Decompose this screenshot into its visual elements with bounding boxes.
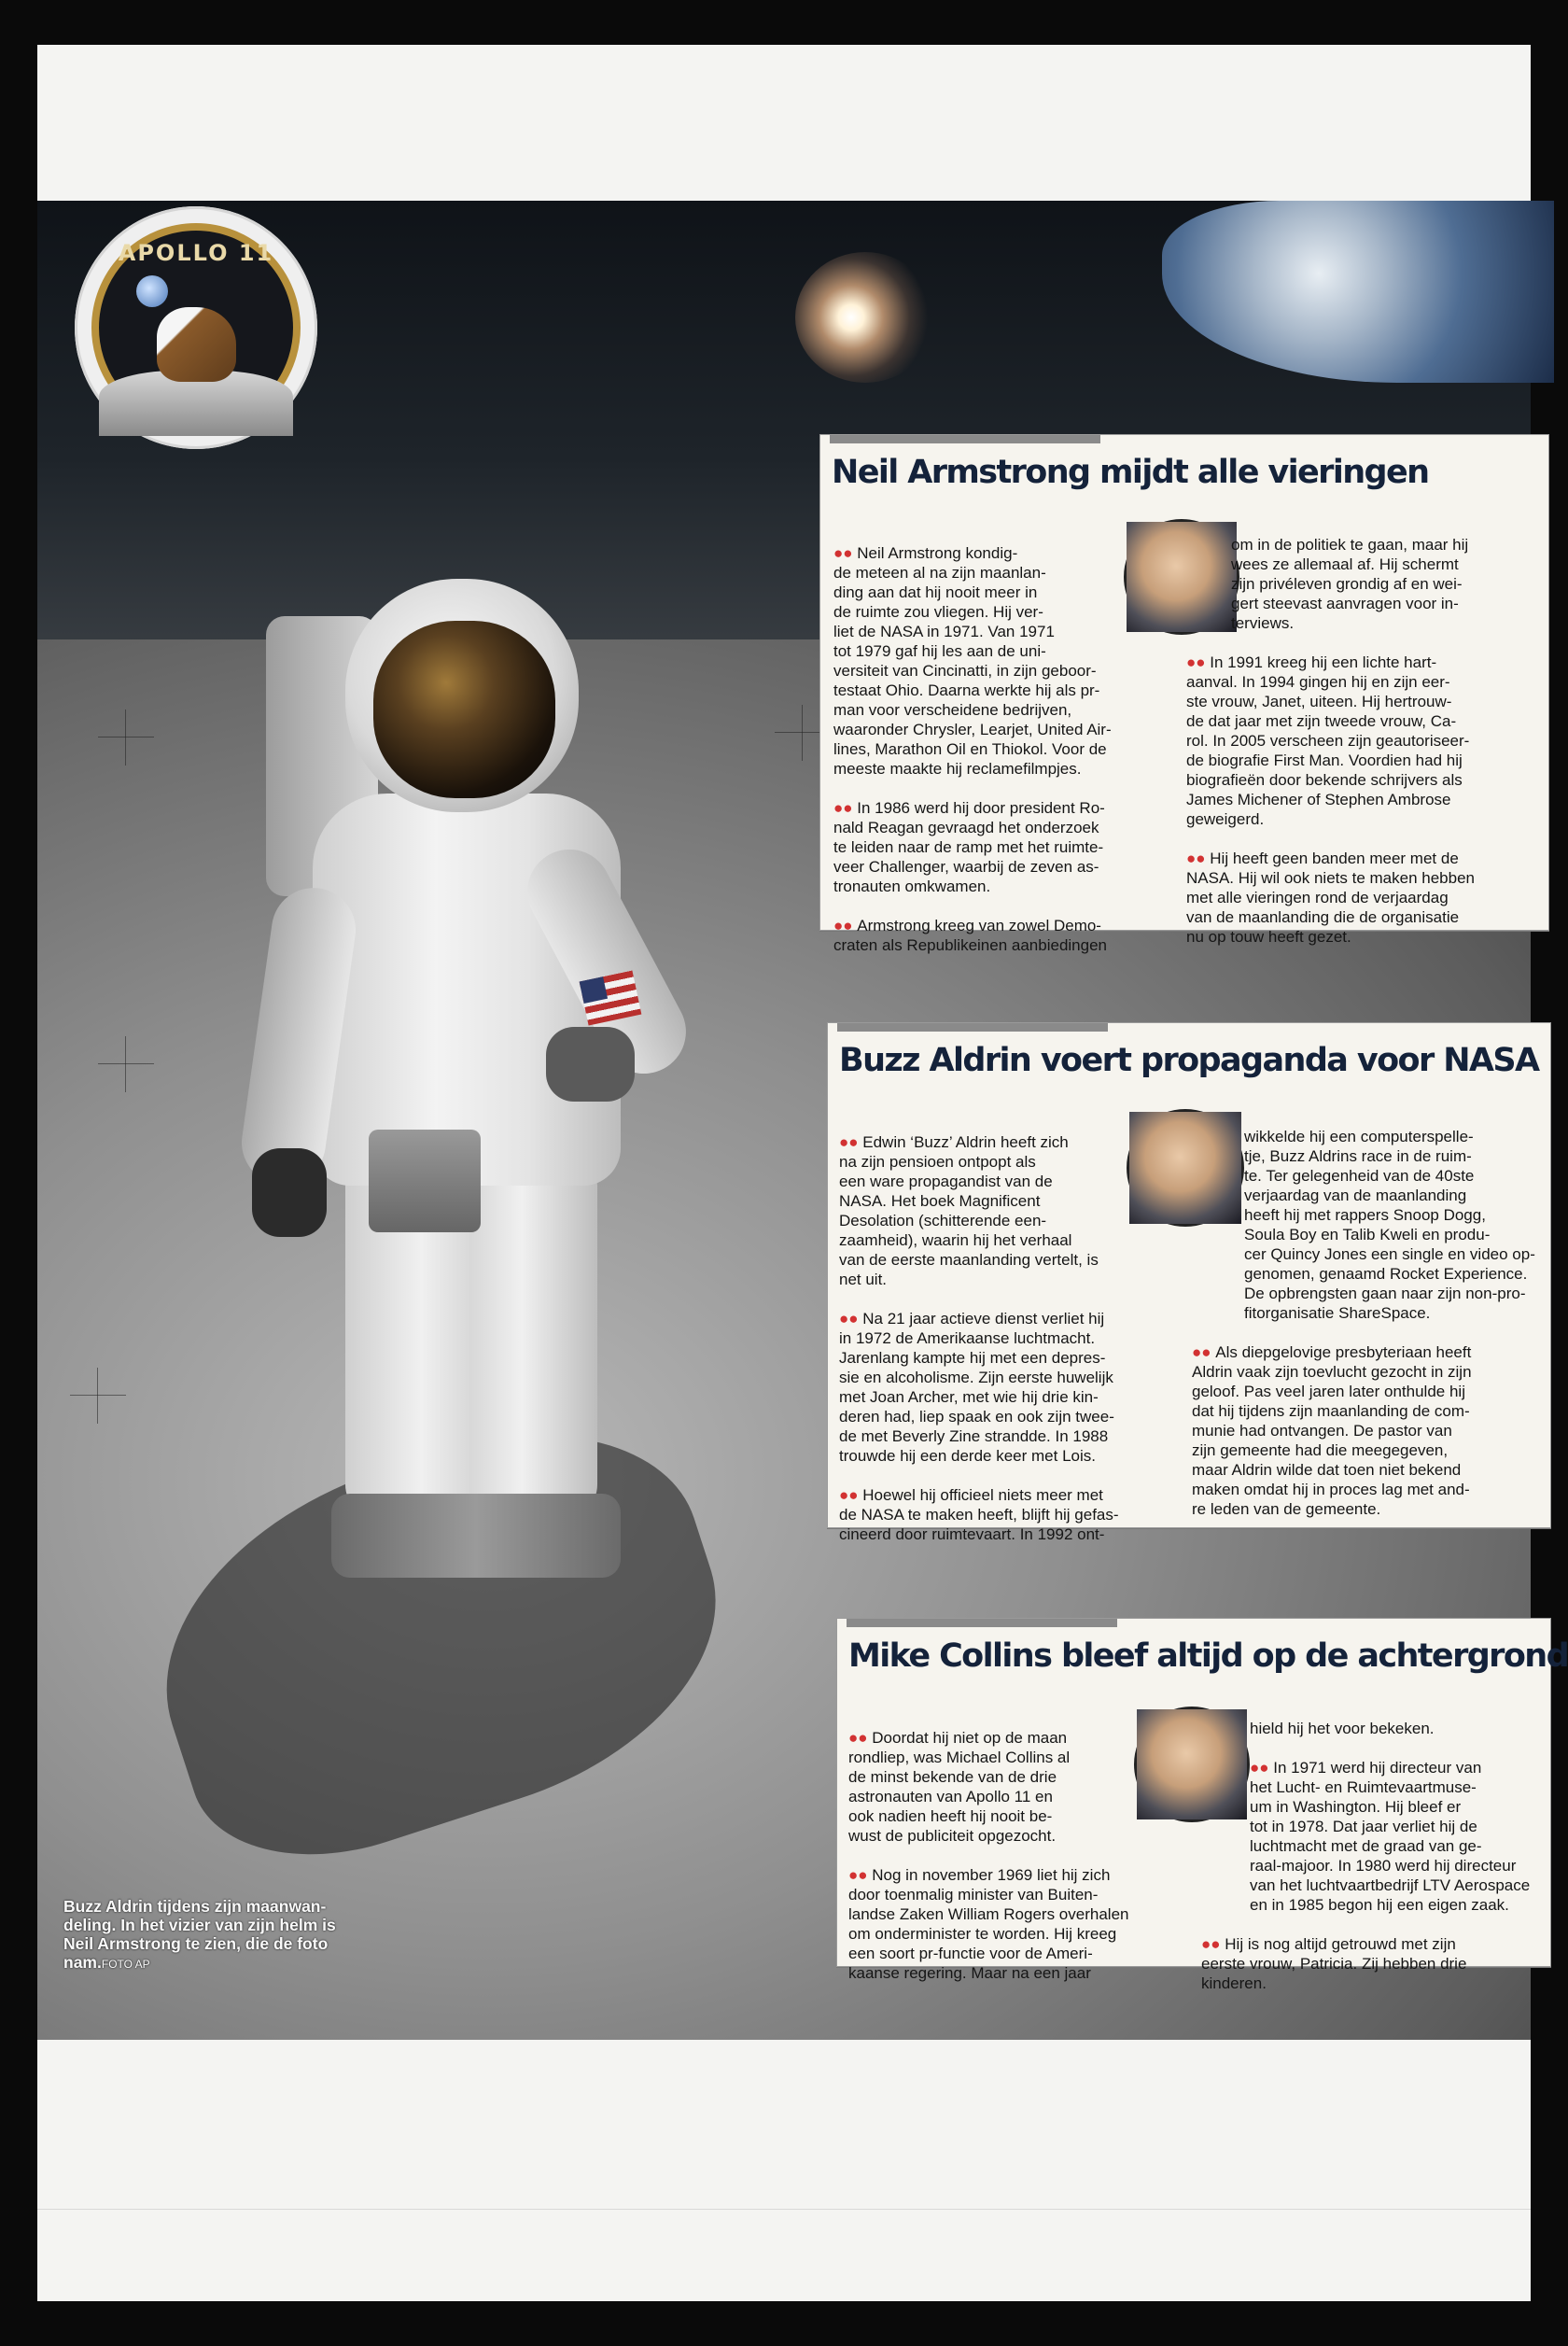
headline-bar	[830, 435, 1100, 443]
paragraph: Hij is nog altijd getrouwd met zijn eerste vrouw, Patricia. Zij hebben drie kinderen.	[1201, 1935, 1467, 1992]
paragraph: Edwin ‘Buzz’ Aldrin heeft zich na zijn pensioen ontpopt als een ware propagandist van de NASA. Het boek Magnificent Desolation (schitterende een- zaamheid), waarin hij het verhaal van de eerste maanlanding vertelt, is net uit.	[839, 1133, 1099, 1288]
chest-controls	[369, 1130, 481, 1232]
article-right-column	[1201, 1699, 1550, 1992]
bullet-icon: ●●	[1250, 1759, 1274, 1777]
paragraph: Neil Armstrong kondig- de meteen al na zijn maanlan- ding aan dat hij nooit meer in de ruimte zou vliegen. Hij ver- liet de NASA in 1971. Van 1971 tot 1979 gaf hij les aan de uni- versiteit van Cincinatti, in zijn geboor- testaat Ohio. Daarna werkte hij als pr- man voor verscheidene bedrijven, waaronder Chrysler, Learjet, United Air- lines, Marathon Oil en Thiokol. Voor de meeste maakte hij reclamefilmpjes.	[833, 544, 1112, 778]
paragraph: Hij heeft geen banden meer met de NASA. Hij wil ook niets te maken hebben met alle vieringen rond de verjaardag van de maanlanding die de organisatie nu op touw heeft gezet.	[1186, 850, 1475, 946]
apollo-11-emblem	[91, 223, 301, 432]
page-divider	[37, 2209, 1531, 2210]
reseau-cross	[98, 709, 154, 766]
paragraph: om in de politiek te gaan, maar hij wees ze allemaal af. Hij schermt zijn privéleven grondig af en wei- gert steevast aanvragen voor in- terviews.	[1231, 536, 1469, 632]
bullet-icon: ●●	[1192, 1343, 1216, 1361]
astronaut-photo	[257, 560, 742, 1578]
article-armstrong	[819, 434, 1549, 954]
bullet-icon: ●●	[848, 1729, 873, 1747]
bullet-icon: ●●	[1201, 1935, 1225, 1953]
paragraph: hield hij het voor bekeken.	[1250, 1720, 1435, 1737]
reseau-cross	[98, 1036, 154, 1092]
paragraph: Hoewel hij officieel niets meer met de NASA te maken heeft, blijft hij gefas- cineerd door ruimtevaart. In 1992 ont-	[839, 1486, 1119, 1543]
article-left-column	[833, 524, 1179, 954]
paragraph: Nog in november 1969 liet hij zich door toenmalig minister van Buiten- landse Zaken William Rogers overhalen om onderminister te worden. Hij kreeg een soort pr-functie voor de Ameri- kaanse regering. Maar na een jaar	[848, 1866, 1129, 1982]
paragraph: Als diepgelovige presbyteriaan heeft Aldrin vaak zijn toevlucht gezocht in zijn geloof. Pas veel jaren later onthulde hij dat hij tijdens zijn maanlanding de com- munie had ontvangen. De pastor van zijn gemeente had die meegegeven, maar Aldrin wilde dat toen niet bekend maken omdat hij in proces lag met and- re leden van de gemeente.	[1192, 1343, 1472, 1518]
article-headline: Mike Collins bleef altijd op de achtergrond	[848, 1637, 1568, 1675]
paragraph: wikkelde hij een computerspelle- tje, Buzz Aldrins race in de ruim- te. Ter gelegenheid van de 40ste verjaardag van de maanlanding heeft hij met rappers Snoop Dogg, Soula Boy en Talib Kweli en produ- cer Quincy Jones een single en video op- genomen, genaamd Rocket Experience. De opbrengsten gaan naar zijn non-pro- fitorganisatie ShareSpace.	[1244, 1128, 1535, 1322]
caption-text: Buzz Aldrin tijdens zijn maanwan- deling. In het vizier van zijn helm is Neil Armstrong te zien, die de foto nam.	[63, 1897, 336, 1972]
photo-caption	[63, 1897, 371, 1974]
bullet-icon: ●●	[833, 799, 858, 817]
paragraph: In 1971 werd hij directeur van het Lucht- en Ruimtevaartmuse- um in Washington. Hij bleef er tot in 1978. Dat jaar verliet hij de luchtmacht met de graad van ge- raal-majoor. In 1980 werd hij directeur van het luchtvaartbedrijf LTV Aerospace en in 1985 begon hij een eigen zaak.	[1250, 1759, 1531, 1914]
astronaut-glove-right	[546, 1027, 635, 1102]
reseau-cross	[70, 1368, 126, 1424]
article-collins	[836, 1618, 1568, 1992]
eagle-icon	[157, 307, 236, 382]
astronaut-boots	[331, 1494, 621, 1578]
bullet-icon: ●●	[839, 1486, 863, 1504]
paragraph: In 1991 kreeg hij een lichte hart- aanval. In 1994 gingen hij en zijn eer- ste vrouw, Janet, uiteen. Hij hertrouw- de dat jaar met zijn tweede vrouw, Ca- rol. In 2005 verscheen zijn geautoriseer- de biografie First Man. Voordien had hij biografieën door bekende schrijvers als James Michener of Stephen Ambrose geweigerd.	[1186, 653, 1470, 828]
photo-credit: FOTO AP	[101, 1958, 150, 1971]
article-headline: Buzz Aldrin voert propaganda voor NASA	[839, 1042, 1539, 1079]
helmet-visor	[373, 621, 555, 798]
paragraph: Na 21 jaar actieve dienst verliet hij in 1972 de Amerikaanse luchtmacht. Jarenlang kampte hij met een depres- sie en alcoholisme. Zijn eerste huwelijk met Joan Archer, met wie hij drie kin- deren had, liep spaak en ook zijn twee- de met Beverly Zine strandde. In 1988 trouwde hij een derde keer met Lois.	[839, 1310, 1114, 1465]
bullet-icon: ●●	[839, 1133, 863, 1151]
article-left-column	[839, 1113, 1186, 1543]
headline-bar	[847, 1619, 1117, 1627]
paragraph: In 1986 werd hij door president Ro- nald Reagan gevraagd het onderzoek te leiden naar de ramp met het ruimte- veer Challenger, waarbij de zeven as- tronauten omkwamen.	[833, 799, 1105, 895]
article-headline: Neil Armstrong mijdt alle vieringen	[832, 454, 1429, 491]
moon-image	[795, 252, 935, 383]
bullet-icon: ●●	[833, 917, 858, 934]
article-left-column	[848, 1708, 1196, 1982]
article-aldrin	[827, 1022, 1551, 1543]
badge-title: APOLLO 11	[118, 240, 274, 266]
bullet-icon: ●●	[848, 1866, 873, 1884]
bullet-icon: ●●	[833, 544, 858, 562]
paragraph: Armstrong kreeg van zowel Demo- craten als Republikeinen aanbiedingen	[833, 917, 1107, 954]
badge-earth-icon	[136, 275, 168, 307]
headline-bar	[837, 1023, 1108, 1032]
paragraph: Doordat hij niet op de maan rondliep, was Michael Collins al de minst bekende van de drie astronauten van Apollo 11 en ook nadien heeft hij nooit be- wust de publiciteit opgezocht.	[848, 1729, 1071, 1845]
newspaper-clipping	[37, 201, 1568, 2035]
article-right-column	[1186, 515, 1543, 946]
article-right-column	[1192, 1107, 1550, 1524]
bullet-icon: ●●	[1186, 653, 1211, 671]
bullet-icon: ●●	[1186, 850, 1211, 867]
bullet-icon: ●●	[839, 1310, 863, 1328]
astronaut-glove-left	[252, 1148, 327, 1237]
